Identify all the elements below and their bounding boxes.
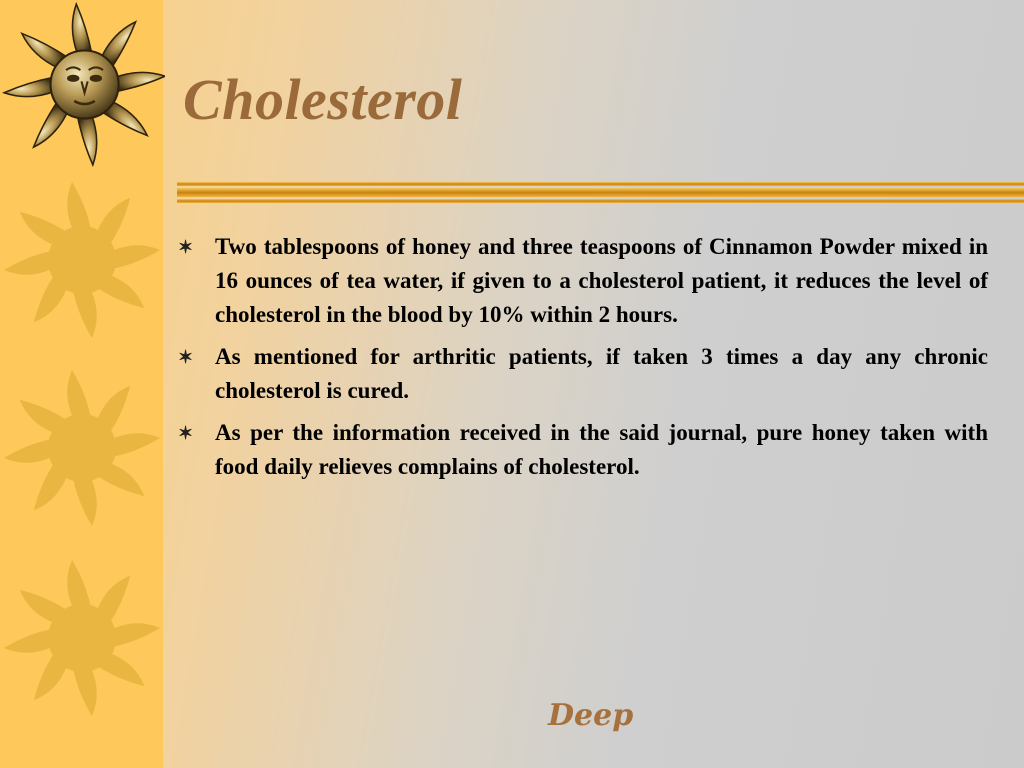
bullet-text: Two tablespoons of honey and three teaspoons of Cinnamon Powder mixed in 16 ounces of tea water, if given to a cholesterol patient, it reduces the level of cholesterol in the blood by 10% within 2 hours. (215, 234, 988, 327)
star-bullet-icon: ✶ (178, 347, 194, 367)
title-divider (177, 181, 1024, 205)
footer-signature: Deep (548, 698, 634, 733)
list-item (178, 230, 988, 332)
decorative-sidebar (0, 0, 163, 768)
star-bullet-icon: ✶ (178, 237, 194, 257)
star-bullet-icon: ✶ (178, 423, 194, 443)
list-item (178, 340, 988, 408)
bullet-text: As mentioned for arthritic patients, if taken 3 times a day any chronic cholesterol is cured. (215, 344, 988, 403)
bullet-text: As per the information received in the said journal, pure honey taken with food daily relieves complains of cholesterol. (215, 420, 988, 479)
sun-icon (0, 558, 160, 718)
sun-icon (0, 180, 160, 340)
slide-title: Cholesterol (183, 67, 463, 132)
list-item (178, 416, 988, 484)
bullet-list (178, 230, 988, 492)
sun-icon (0, 368, 160, 528)
bronze-sun-face-icon (0, 2, 165, 167)
